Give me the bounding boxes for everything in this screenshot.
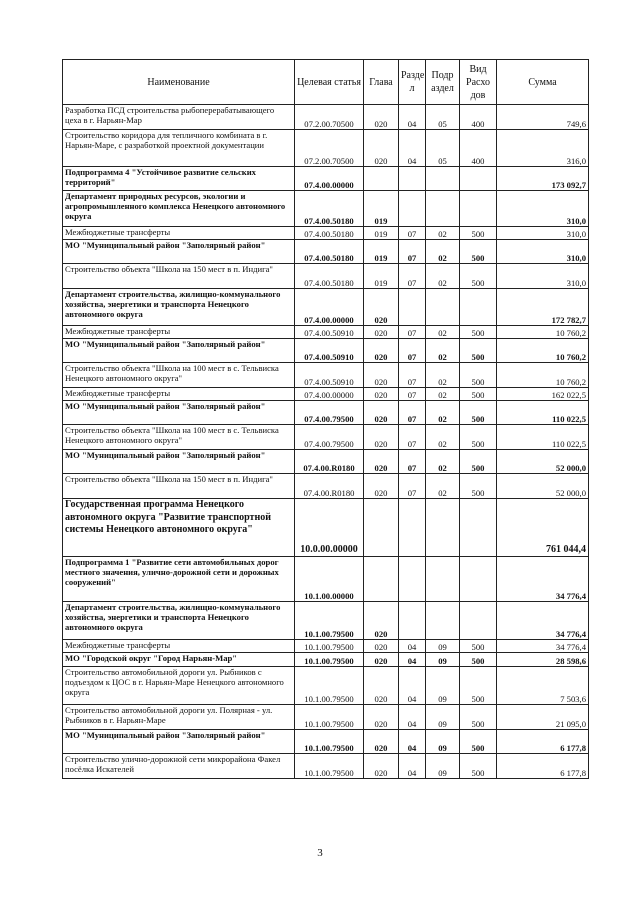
row-subsection — [426, 602, 460, 640]
table-row — [63, 602, 589, 640]
header-expense-type: Вид Расхо дов — [460, 60, 497, 105]
row-expense-type: 500 — [460, 425, 497, 450]
row-expense-type: 500 — [460, 653, 497, 667]
row-section: 04 — [399, 130, 426, 167]
row-expense-type: 500 — [460, 754, 497, 779]
row-section: 07 — [399, 474, 426, 499]
row-sum: 110 022,5 — [497, 401, 589, 425]
row-expense-type: 500 — [460, 388, 497, 401]
row-article: 10.1.00.79500 — [295, 730, 364, 754]
row-chapter: 019 — [364, 240, 399, 264]
row-section: 07 — [399, 240, 426, 264]
row-sum: 7 503,6 — [497, 667, 589, 705]
row-article: 07.4.00.50910 — [295, 326, 364, 339]
row-subsection: 02 — [426, 339, 460, 363]
row-article: 07.2.00.70500 — [295, 105, 364, 130]
row-chapter: 019 — [364, 227, 399, 240]
row-subsection: 02 — [426, 363, 460, 388]
row-section — [399, 289, 426, 326]
row-subsection: 09 — [426, 640, 460, 653]
budget-table — [62, 59, 589, 779]
row-expense-type: 500 — [460, 450, 497, 474]
row-subsection: 02 — [426, 450, 460, 474]
row-name: Межбюджетные трансферты — [63, 640, 295, 653]
row-chapter: 020 — [364, 450, 399, 474]
row-section: 04 — [399, 653, 426, 667]
row-expense-type — [460, 557, 497, 602]
row-article: 07.4.00.79500 — [295, 401, 364, 425]
row-subsection: 02 — [426, 474, 460, 499]
table-row — [63, 227, 589, 240]
row-sum: 34 776,4 — [497, 640, 589, 653]
table-row — [63, 289, 589, 326]
row-section: 04 — [399, 105, 426, 130]
row-sum: 310,0 — [497, 264, 589, 289]
row-expense-type: 500 — [460, 264, 497, 289]
row-expense-type: 500 — [460, 339, 497, 363]
table-row — [63, 191, 589, 227]
row-name: Подпрограмма 1 "Развитие сети автомобильных дорог местного значения, улично-дорожной сети и дорожных сооружений" — [63, 557, 295, 602]
row-section: 07 — [399, 388, 426, 401]
row-sum: 52 000,0 — [497, 474, 589, 499]
row-article: 07.4.00.00000 — [295, 167, 364, 191]
table-row — [63, 450, 589, 474]
row-sum: 34 776,4 — [497, 602, 589, 640]
table-row — [63, 326, 589, 339]
header-subsection: Подр аздел — [426, 60, 460, 105]
row-name: МО "Муниципальный район "Заполярный район" — [63, 450, 295, 474]
row-sum: 28 598,6 — [497, 653, 589, 667]
row-chapter — [364, 499, 399, 557]
row-chapter: 020 — [364, 339, 399, 363]
table-row — [63, 425, 589, 450]
row-subsection: 02 — [426, 326, 460, 339]
table-row — [63, 105, 589, 130]
row-expense-type: 500 — [460, 640, 497, 653]
row-chapter: 020 — [364, 640, 399, 653]
row-article: 10.1.00.79500 — [295, 705, 364, 730]
row-subsection: 02 — [426, 240, 460, 264]
row-chapter: 020 — [364, 105, 399, 130]
table-row — [63, 130, 589, 167]
header-chapter: Глава — [364, 60, 399, 105]
row-expense-type — [460, 602, 497, 640]
row-expense-type: 500 — [460, 326, 497, 339]
row-name: Государственная программа Ненецкого автономного округа "Развитие транспортной системы Ненецкого автономного округа" — [63, 499, 295, 557]
row-name: МО "Муниципальный район "Заполярный район" — [63, 240, 295, 264]
row-chapter: 020 — [364, 425, 399, 450]
row-sum: 761 044,4 — [497, 499, 589, 557]
row-name: Подпрограмма 4 "Устойчивое развитие сельских территорий" — [63, 167, 295, 191]
table-row — [63, 167, 589, 191]
row-section — [399, 557, 426, 602]
header-row — [63, 60, 589, 105]
row-section: 07 — [399, 401, 426, 425]
row-section: 04 — [399, 705, 426, 730]
row-subsection: 09 — [426, 667, 460, 705]
row-section: 04 — [399, 730, 426, 754]
row-subsection: 02 — [426, 425, 460, 450]
row-sum: 310,0 — [497, 227, 589, 240]
header-section: Разде л — [399, 60, 426, 105]
row-name: Строительство объекта "Школа на 100 мест в с. Тельвиска Ненецкого автономного округа" — [63, 425, 295, 450]
row-section: 07 — [399, 450, 426, 474]
row-expense-type: 500 — [460, 705, 497, 730]
row-chapter: 020 — [364, 754, 399, 779]
row-expense-type: 500 — [460, 667, 497, 705]
row-name: Департамент строительства, жилищно-коммунального хозяйства, энергетики и транспорта Ненецкого автономного округа — [63, 289, 295, 326]
row-chapter: 020 — [364, 388, 399, 401]
row-sum: 10 760,2 — [497, 339, 589, 363]
row-article: 07.4.00.R0180 — [295, 450, 364, 474]
row-chapter: 020 — [364, 130, 399, 167]
row-sum: 110 022,5 — [497, 425, 589, 450]
table-row — [63, 339, 589, 363]
row-subsection: 05 — [426, 130, 460, 167]
row-article: 10.1.00.79500 — [295, 667, 364, 705]
row-subsection — [426, 289, 460, 326]
row-name: Строительство объекта "Школа на 150 мест в п. Индига" — [63, 474, 295, 499]
row-sum: 52 000,0 — [497, 450, 589, 474]
row-sum: 173 092,7 — [497, 167, 589, 191]
row-subsection: 09 — [426, 754, 460, 779]
row-chapter: 020 — [364, 474, 399, 499]
table-row — [63, 640, 589, 653]
row-sum: 10 760,2 — [497, 363, 589, 388]
table-row — [63, 474, 589, 499]
row-name: Департамент природных ресурсов, экологии и агропромышленного комплекса Ненецкого автономного округа — [63, 191, 295, 227]
row-subsection: 02 — [426, 227, 460, 240]
row-sum: 749,6 — [497, 105, 589, 130]
table-row — [63, 363, 589, 388]
table-row — [63, 557, 589, 602]
table-row — [63, 754, 589, 779]
row-article: 07.4.00.50910 — [295, 363, 364, 388]
row-section: 07 — [399, 227, 426, 240]
row-article: 10.1.00.79500 — [295, 653, 364, 667]
table-row — [63, 388, 589, 401]
header-article: Целевая статья — [295, 60, 364, 105]
row-article: 07.4.00.50180 — [295, 240, 364, 264]
row-section: 04 — [399, 667, 426, 705]
row-article: 10.1.00.00000 — [295, 557, 364, 602]
row-name: Строительство автомобильной дороги ул. Рыбников с подъездом к ЦОС в г. Нарьян-Маре Ненецкого автономного округа — [63, 667, 295, 705]
row-article: 10.0.00.00000 — [295, 499, 364, 557]
table-row — [63, 264, 589, 289]
row-subsection: 09 — [426, 705, 460, 730]
row-sum: 6 177,8 — [497, 730, 589, 754]
row-name: Строительство улично-дорожной сети микрорайона Факел посёлка Искателей — [63, 754, 295, 779]
row-expense-type: 400 — [460, 105, 497, 130]
row-chapter — [364, 557, 399, 602]
row-subsection: 02 — [426, 264, 460, 289]
row-chapter: 020 — [364, 602, 399, 640]
row-section — [399, 191, 426, 227]
row-sum: 34 776,4 — [497, 557, 589, 602]
row-section: 07 — [399, 425, 426, 450]
row-sum: 310,0 — [497, 240, 589, 264]
row-expense-type: 500 — [460, 363, 497, 388]
row-sum: 172 782,7 — [497, 289, 589, 326]
row-article: 10.1.00.79500 — [295, 754, 364, 779]
row-article: 07.4.00.50180 — [295, 191, 364, 227]
row-expense-type: 500 — [460, 401, 497, 425]
row-subsection — [426, 557, 460, 602]
table-row — [63, 653, 589, 667]
row-article: 07.4.00.R0180 — [295, 474, 364, 499]
row-subsection: 02 — [426, 401, 460, 425]
row-name: МО "Муниципальный район "Заполярный район" — [63, 339, 295, 363]
row-section — [399, 167, 426, 191]
row-chapter: 019 — [364, 264, 399, 289]
row-name: Строительство объекта "Школа на 150 мест в п. Индига" — [63, 264, 295, 289]
row-section: 07 — [399, 339, 426, 363]
row-expense-type: 500 — [460, 240, 497, 264]
row-expense-type — [460, 191, 497, 227]
row-chapter: 019 — [364, 191, 399, 227]
row-article: 10.1.00.79500 — [295, 640, 364, 653]
row-name: МО "Муниципальный район "Заполярный район" — [63, 730, 295, 754]
row-expense-type: 500 — [460, 730, 497, 754]
row-subsection — [426, 191, 460, 227]
row-subsection: 09 — [426, 730, 460, 754]
table-row — [63, 667, 589, 705]
row-subsection: 02 — [426, 388, 460, 401]
row-section — [399, 602, 426, 640]
row-expense-type — [460, 499, 497, 557]
row-chapter: 020 — [364, 401, 399, 425]
row-section: 07 — [399, 326, 426, 339]
row-section: 07 — [399, 363, 426, 388]
table-body — [63, 105, 589, 779]
row-chapter: 020 — [364, 667, 399, 705]
table-row — [63, 401, 589, 425]
table-row — [63, 730, 589, 754]
table-row — [63, 499, 589, 557]
row-name: Межбюджетные трансферты — [63, 326, 295, 339]
row-chapter: 020 — [364, 363, 399, 388]
row-article: 07.4.00.00000 — [295, 289, 364, 326]
row-name: Строительство объекта "Школа на 100 мест в с. Тельвиска Ненецкого автономного округа" — [63, 363, 295, 388]
header-name: Наименование — [63, 60, 295, 105]
row-subsection: 09 — [426, 653, 460, 667]
row-name: Межбюджетные трансферты — [63, 388, 295, 401]
row-expense-type: 500 — [460, 474, 497, 499]
row-chapter: 020 — [364, 705, 399, 730]
row-chapter: 020 — [364, 653, 399, 667]
row-subsection: 05 — [426, 105, 460, 130]
row-article: 07.4.00.50910 — [295, 339, 364, 363]
row-sum: 10 760,2 — [497, 326, 589, 339]
row-expense-type: 500 — [460, 227, 497, 240]
row-expense-type — [460, 167, 497, 191]
row-name: Департамент строительства, жилищно-коммунального хозяйства, энергетики и транспорта Ненецкого автономного округа — [63, 602, 295, 640]
row-name: МО "Городской округ "Город Нарьян-Мар" — [63, 653, 295, 667]
row-article: 07.2.00.70500 — [295, 130, 364, 167]
row-article: 07.4.00.50180 — [295, 264, 364, 289]
row-chapter: 020 — [364, 730, 399, 754]
row-expense-type: 400 — [460, 130, 497, 167]
page-number: 3 — [317, 847, 323, 859]
row-article: 10.1.00.79500 — [295, 602, 364, 640]
row-sum: 162 022,5 — [497, 388, 589, 401]
row-chapter: 020 — [364, 326, 399, 339]
row-name: Разработка ПСД строительства рыбоперерабатывающего цеха в г. Нарьян-Мар — [63, 105, 295, 130]
row-subsection — [426, 167, 460, 191]
table-row — [63, 705, 589, 730]
row-chapter: 020 — [364, 289, 399, 326]
row-article: 07.4.00.50180 — [295, 227, 364, 240]
row-sum: 6 177,8 — [497, 754, 589, 779]
row-article: 07.4.00.79500 — [295, 425, 364, 450]
row-sum: 316,0 — [497, 130, 589, 167]
row-name: Межбюджетные трансферты — [63, 227, 295, 240]
row-sum: 310,0 — [497, 191, 589, 227]
row-section: 07 — [399, 264, 426, 289]
row-section: 04 — [399, 754, 426, 779]
row-expense-type — [460, 289, 497, 326]
row-name: Строительство коридора для тепличного комбината в г. Нарьян-Маре, с разработкой проектной документации — [63, 130, 295, 167]
row-name: МО "Муниципальный район "Заполярный район" — [63, 401, 295, 425]
row-name: Строительство автомобильной дороги ул. Полярная - ул. Рыбников в г. Нарьян-Маре — [63, 705, 295, 730]
header-sum: Сумма — [497, 60, 589, 105]
row-subsection — [426, 499, 460, 557]
row-section: 04 — [399, 640, 426, 653]
table-row — [63, 240, 589, 264]
row-article: 07.4.00.00000 — [295, 388, 364, 401]
row-sum: 21 095,0 — [497, 705, 589, 730]
row-section — [399, 499, 426, 557]
row-chapter — [364, 167, 399, 191]
